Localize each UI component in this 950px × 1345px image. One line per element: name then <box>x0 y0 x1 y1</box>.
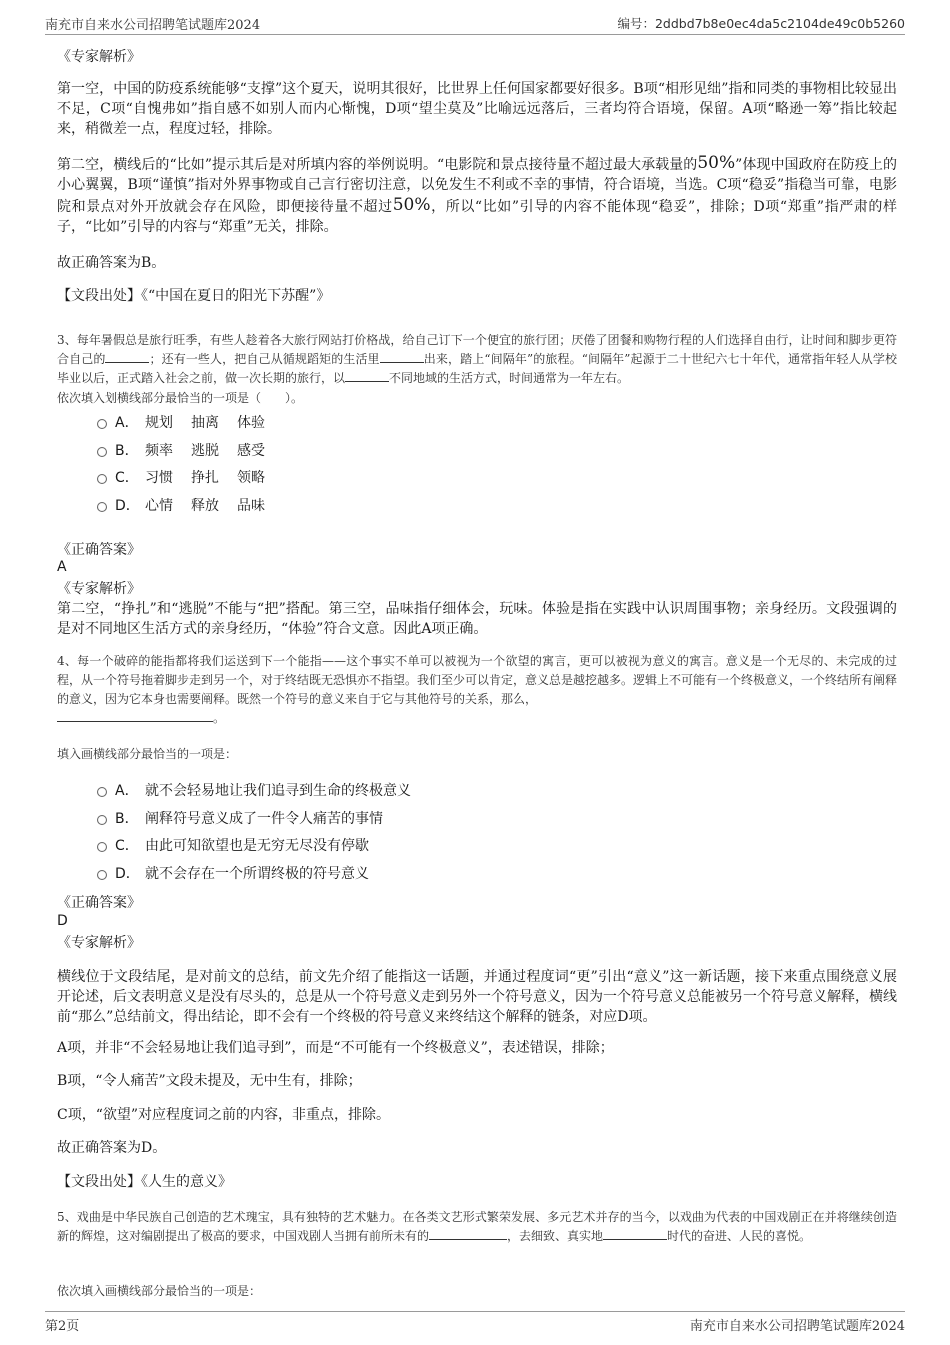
expert-analysis-label: 《专家解析》 <box>57 935 141 951</box>
question-5-prompt: 依次填入画横线部分最恰当的一项是： <box>57 1284 262 1298</box>
analysis-paragraph: 第一空，中国的防疫系统能够“支撑”这个夏天，说明其很好，比世界上任何国家都要好很多。B项“相形见绌”指和同类的事物相比较显出不足，C项“自愧弗如”指自感不如别人而内心惭愧，D项“望尘莫及”比喻远远落后，三者均符合语境，保留。A项“略逊一筹”指比较起来，稍微差一点，程度过轻，排除。 <box>57 81 897 137</box>
correct-answer: D <box>57 913 68 929</box>
option-c[interactable]: C． 由此可知欲望也是无穷无尽没有停歇 <box>97 836 369 856</box>
radio-icon[interactable] <box>97 787 107 797</box>
radio-icon[interactable] <box>97 815 107 825</box>
option-b[interactable]: B． 频率 逃脱 感受 <box>97 441 283 461</box>
radio-icon[interactable] <box>97 419 107 429</box>
correct-answer: A <box>57 559 67 575</box>
option-d[interactable]: D． 心情 释放 品味 <box>97 496 283 516</box>
page-number: 第2页 <box>45 1319 80 1334</box>
analysis-note: C项，“欲望”对应程度词之前的内容，非重点，排除。 <box>57 1107 391 1123</box>
footer-title: 南充市自来水公司招聘笔试题库2024 <box>689 1319 905 1334</box>
option-a[interactable]: A． 就不会轻易地让我们追寻到生命的终极意义 <box>97 781 411 801</box>
question-3-text: 3、每年暑假总是旅行旺季，有些人趁着各大旅行网站打价格战，给自己订下一个便宜的旅行团；厌倦了团餐和购物行程的人们选择自由行，让时间和脚步更符合自己的 ；还有一些人，把自己从循规蹈矩的生活里 出来，踏上“间隔年”的旅程。“间隔年”起源于二十世纪六七十年代，通常指年轻人从学校毕业以后，正式踏入社会之前，做一次长期的旅行，以 不同地域的生活方式，时间通常为一年左右。 <box>57 333 897 385</box>
analysis-note: B项，“令人痛苦”文段未提及，无中生有，排除； <box>57 1073 362 1089</box>
analysis-paragraph: 第二空，“挣扎”和“逃脱”不能与“把”搭配。第三空，品味指仔细体会，玩味。体验是指在实践中认识周围事物；亲身经历。文段强调的是对不同地区生活方式的亲身经历，“体验”符合文意。因此A项正确。 <box>57 601 897 637</box>
option-b[interactable]: B． 阐释符号意义成了一件令人痛苦的事情 <box>97 809 383 829</box>
percent-formula: 50% <box>697 153 736 173</box>
question-3-prompt: 依次填入划横线部分最恰当的一项是（ ）。 <box>57 391 304 405</box>
page-header <box>45 12 905 35</box>
correct-answer-label: 《正确答案》 <box>57 895 141 911</box>
blank-line <box>105 350 149 363</box>
conclusion: 故正确答案为D。 <box>57 1140 167 1156</box>
conclusion: 故正确答案为B。 <box>57 255 166 271</box>
analysis-paragraph: 第二空，横线后的“比如”提示其后是对所填内容的举例说明。“电影院和景点接待量不超过最大承载量的50%”体现中国政府在防疫上的小心翼翼，B项“谨慎”指对外界事物或自己言行密切注意，以免发生不利或不幸的事情，符合语境，当选。C项“稳妥”指稳当可靠，电影院和景点对外开放就会存在风险，即便接待量不超过50%，所以“比如”引导的内容不能体现“稳妥”，排除；D项“郑重”指严肃的样子，“比如”引导的内容与“郑重”无关，排除。 <box>57 153 897 235</box>
question-5-text: 5、戏曲是中华民族自己创造的艺术瑰宝，具有独特的艺术魅力。在各类文艺形式繁荣发展、多元艺术并存的当今，以戏曲为代表的中国戏剧正在并将继续创造新的辉煌，这对编剧提出了极高的要求，中国戏剧人当拥有前所未有的 ，去细致、真实地 时代的奋进、人民的喜悦。 <box>57 1210 897 1243</box>
question-4-prompt: 填入画横线部分最恰当的一项是： <box>57 747 238 761</box>
page-footer <box>45 1311 905 1336</box>
blank-line <box>57 709 213 722</box>
option-d[interactable]: D． 就不会存在一个所谓终极的符号意义 <box>97 864 369 884</box>
option-a[interactable]: A． 规划 抽离 体验 <box>97 413 283 433</box>
radio-icon[interactable] <box>97 842 107 852</box>
document-id: 编号：2ddbd7b8e0ec4da5c2104de49c0b5260 <box>617 16 905 31</box>
question-4-text: 4、每一个破碎的能指都将我们运送到下一个能指——这个事实不单可以被视为一个欲望的寓言，更可以被视为意义的寓言。意义是一个无尽的、未完成的过程，从一个符号拖着脚步走到另一个，对于终结既无恐惧亦不指望。我们至少可以肯定，意义总是越挖越多。逻辑上不可能有一个终极意义，一个终结所有阐释的意义，因为它本身也需要阐释。既然一个符号的意义来自于它与其他符号的关系，那么， 。 <box>57 654 898 725</box>
expert-analysis-label: 《专家解析》 <box>57 581 141 597</box>
blank-line <box>429 1227 507 1240</box>
expert-analysis-label: 《专家解析》 <box>57 49 141 65</box>
radio-icon[interactable] <box>97 502 107 512</box>
source-citation: 【文段出处】《人生的意义》 <box>57 1174 232 1190</box>
blank-line <box>603 1227 667 1240</box>
blank-line <box>380 350 424 363</box>
radio-icon[interactable] <box>97 447 107 457</box>
percent-formula: 50% <box>392 195 431 215</box>
source-citation: 【文段出处】《“中国在夏日的阳光下苏醒”》 <box>57 288 331 304</box>
option-c[interactable]: C． 习惯 挣扎 领略 <box>97 468 283 488</box>
radio-icon[interactable] <box>97 870 107 880</box>
radio-icon[interactable] <box>97 474 107 484</box>
header-title: 南充市自来水公司招聘笔试题库2024 <box>45 18 261 33</box>
analysis-note: A项，并非“不会轻易地让我们追寻到”，而是“不可能有一个终极意义”，表述错误，排除； <box>57 1040 614 1056</box>
analysis-paragraph: 横线位于文段结尾，是对前文的总结，前文先介绍了能指这一话题，并通过程度词“更”引出“意义”这一新话题，接下来重点围绕意义展开论述，后文表明意义是没有尽头的，总是从一个符号意义走到另外一个符号意义，因为一个符号意义总能被另一个符号意义解释，横线前“那么”总结前文，得出结论，即不会有一个终极的符号意义来终结这个解释的链条，对应D项。 <box>57 969 897 1025</box>
correct-answer-label: 《正确答案》 <box>57 542 141 558</box>
blank-line <box>345 369 389 382</box>
